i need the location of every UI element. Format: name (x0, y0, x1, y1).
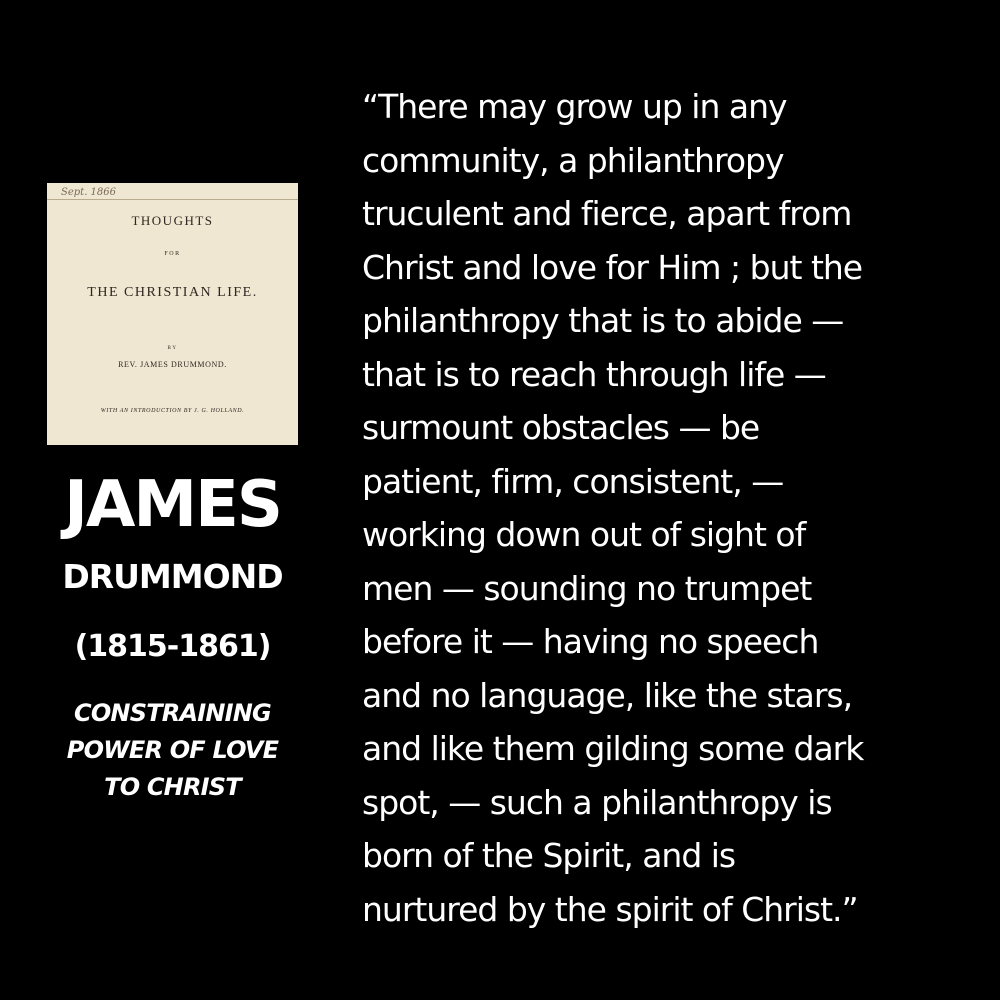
quote-line: that is to reach through life — (362, 354, 826, 394)
cover-introduction: WITH AN INTRODUCTION BY J. G. HOLLAND. (100, 408, 245, 414)
quote-line: “There may grow up in any (362, 87, 787, 126)
quote-line: men — sounding no trumpet (362, 568, 812, 608)
quote-line: patient, firm, consistent, — (362, 461, 784, 501)
cover-rule-line (47, 199, 298, 200)
quote-line: surmount obstacles — be (362, 408, 760, 447)
cover-author: REV. JAMES DRUMMOND. (118, 360, 227, 369)
quote-line: and like them gilding some dark (362, 729, 864, 768)
quote-line: born of the Spirit, and is (362, 836, 736, 875)
quote-line: Christ and love for Him ; but the (362, 247, 863, 287)
cover-title-line-1: THOUGHTS (131, 213, 214, 228)
work-title-line: POWER OF LOVE (66, 736, 279, 764)
work-title (30, 695, 315, 806)
work-title-line: CONSTRAINING (74, 699, 271, 727)
quote-line: community, a philanthropy (362, 140, 784, 180)
quote-line: before it — having no speech (362, 622, 819, 661)
cover-title-line-3: THE CHRISTIAN LIFE. (87, 285, 258, 300)
author-first-name: JAMES (64, 468, 281, 542)
author-dates: (1815-1861) (74, 629, 271, 664)
work-title-line: TO CHRIST (104, 773, 241, 801)
quote-line: working down out of sight of (362, 515, 806, 554)
cover-title-line-2: FOR (164, 251, 181, 257)
quote-line: nurtured by the spirit of Christ.” (362, 889, 858, 929)
book-cover-image (47, 183, 298, 445)
quote-line: spot, — such a philanthropy is (362, 782, 832, 822)
quote-text (362, 80, 992, 936)
quote-line: and no language, like the stars, (362, 675, 853, 715)
quote-line: philanthropy that is to abide — (362, 301, 844, 340)
cover-by: BY (167, 346, 178, 351)
author-last-name: DRUMMOND (62, 557, 283, 596)
cover-handwritten-note: Sept. 1866 (61, 187, 116, 198)
quote-line: truculent and fierce, apart from (362, 194, 852, 233)
